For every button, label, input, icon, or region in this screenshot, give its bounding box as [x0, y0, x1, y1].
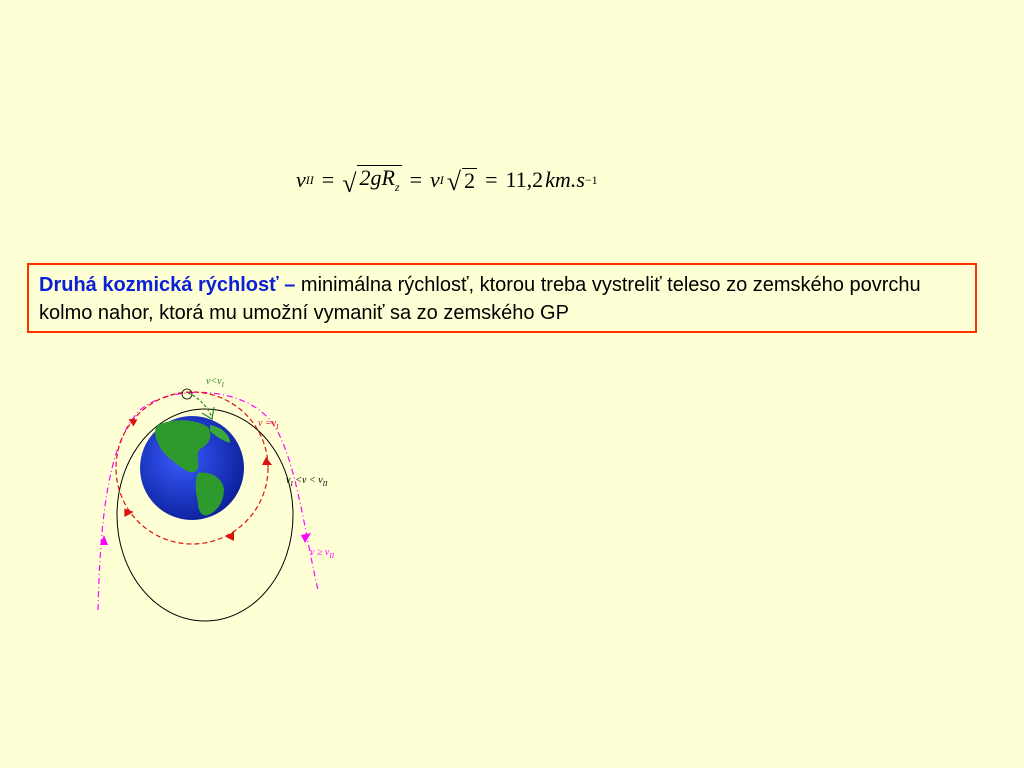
arrow-icon [127, 416, 138, 427]
definition-box [27, 263, 977, 333]
escape-velocity-formula [296, 160, 598, 200]
formula-equals-3: = [485, 167, 498, 192]
formula-sub-z: z [394, 180, 400, 195]
definition-text: minimálna rýchlosť, ktorou treba vystreliť teleso zo zemského povrchu kolmo nahor, ktorá mu umožní vymaniť sa zo zemského GP [39, 274, 921, 324]
formula-sqrt-2gr [342, 165, 401, 198]
formula-sqrt-2 [446, 167, 477, 196]
formula-equals-2: = [409, 167, 423, 192]
radical-icon: √ [446, 167, 462, 196]
label-v1-less-v-less-v2: $v_I <v < v_{II}$ [286, 475, 328, 488]
orbit-diagram [90, 365, 360, 635]
formula-sub-ii: II [305, 172, 314, 187]
radical-icon: √ [342, 168, 357, 198]
formula-v1: v [430, 167, 440, 192]
formula-v: v [296, 167, 306, 192]
label-v-ge-v2: $v \ge v_{II}$ [310, 547, 335, 560]
label-v-equals-v1: $v =v_I$ [258, 418, 279, 431]
definition-term: Druhá kozmická rýchlosť – [39, 274, 296, 296]
formula-2: 2 [464, 167, 476, 193]
arrow-icon [301, 533, 311, 543]
formula-sub-i: I [439, 172, 444, 187]
formula-exponent: −1 [584, 172, 598, 187]
formula-unit: km.s [545, 167, 585, 192]
formula-equals-1: = [321, 167, 335, 192]
formula-2gr: 2gR [359, 165, 395, 191]
formula-value: 11,2 [505, 167, 544, 192]
label-v-less-v1: $v<v_I$ [206, 376, 224, 389]
earth-globe [140, 416, 244, 520]
